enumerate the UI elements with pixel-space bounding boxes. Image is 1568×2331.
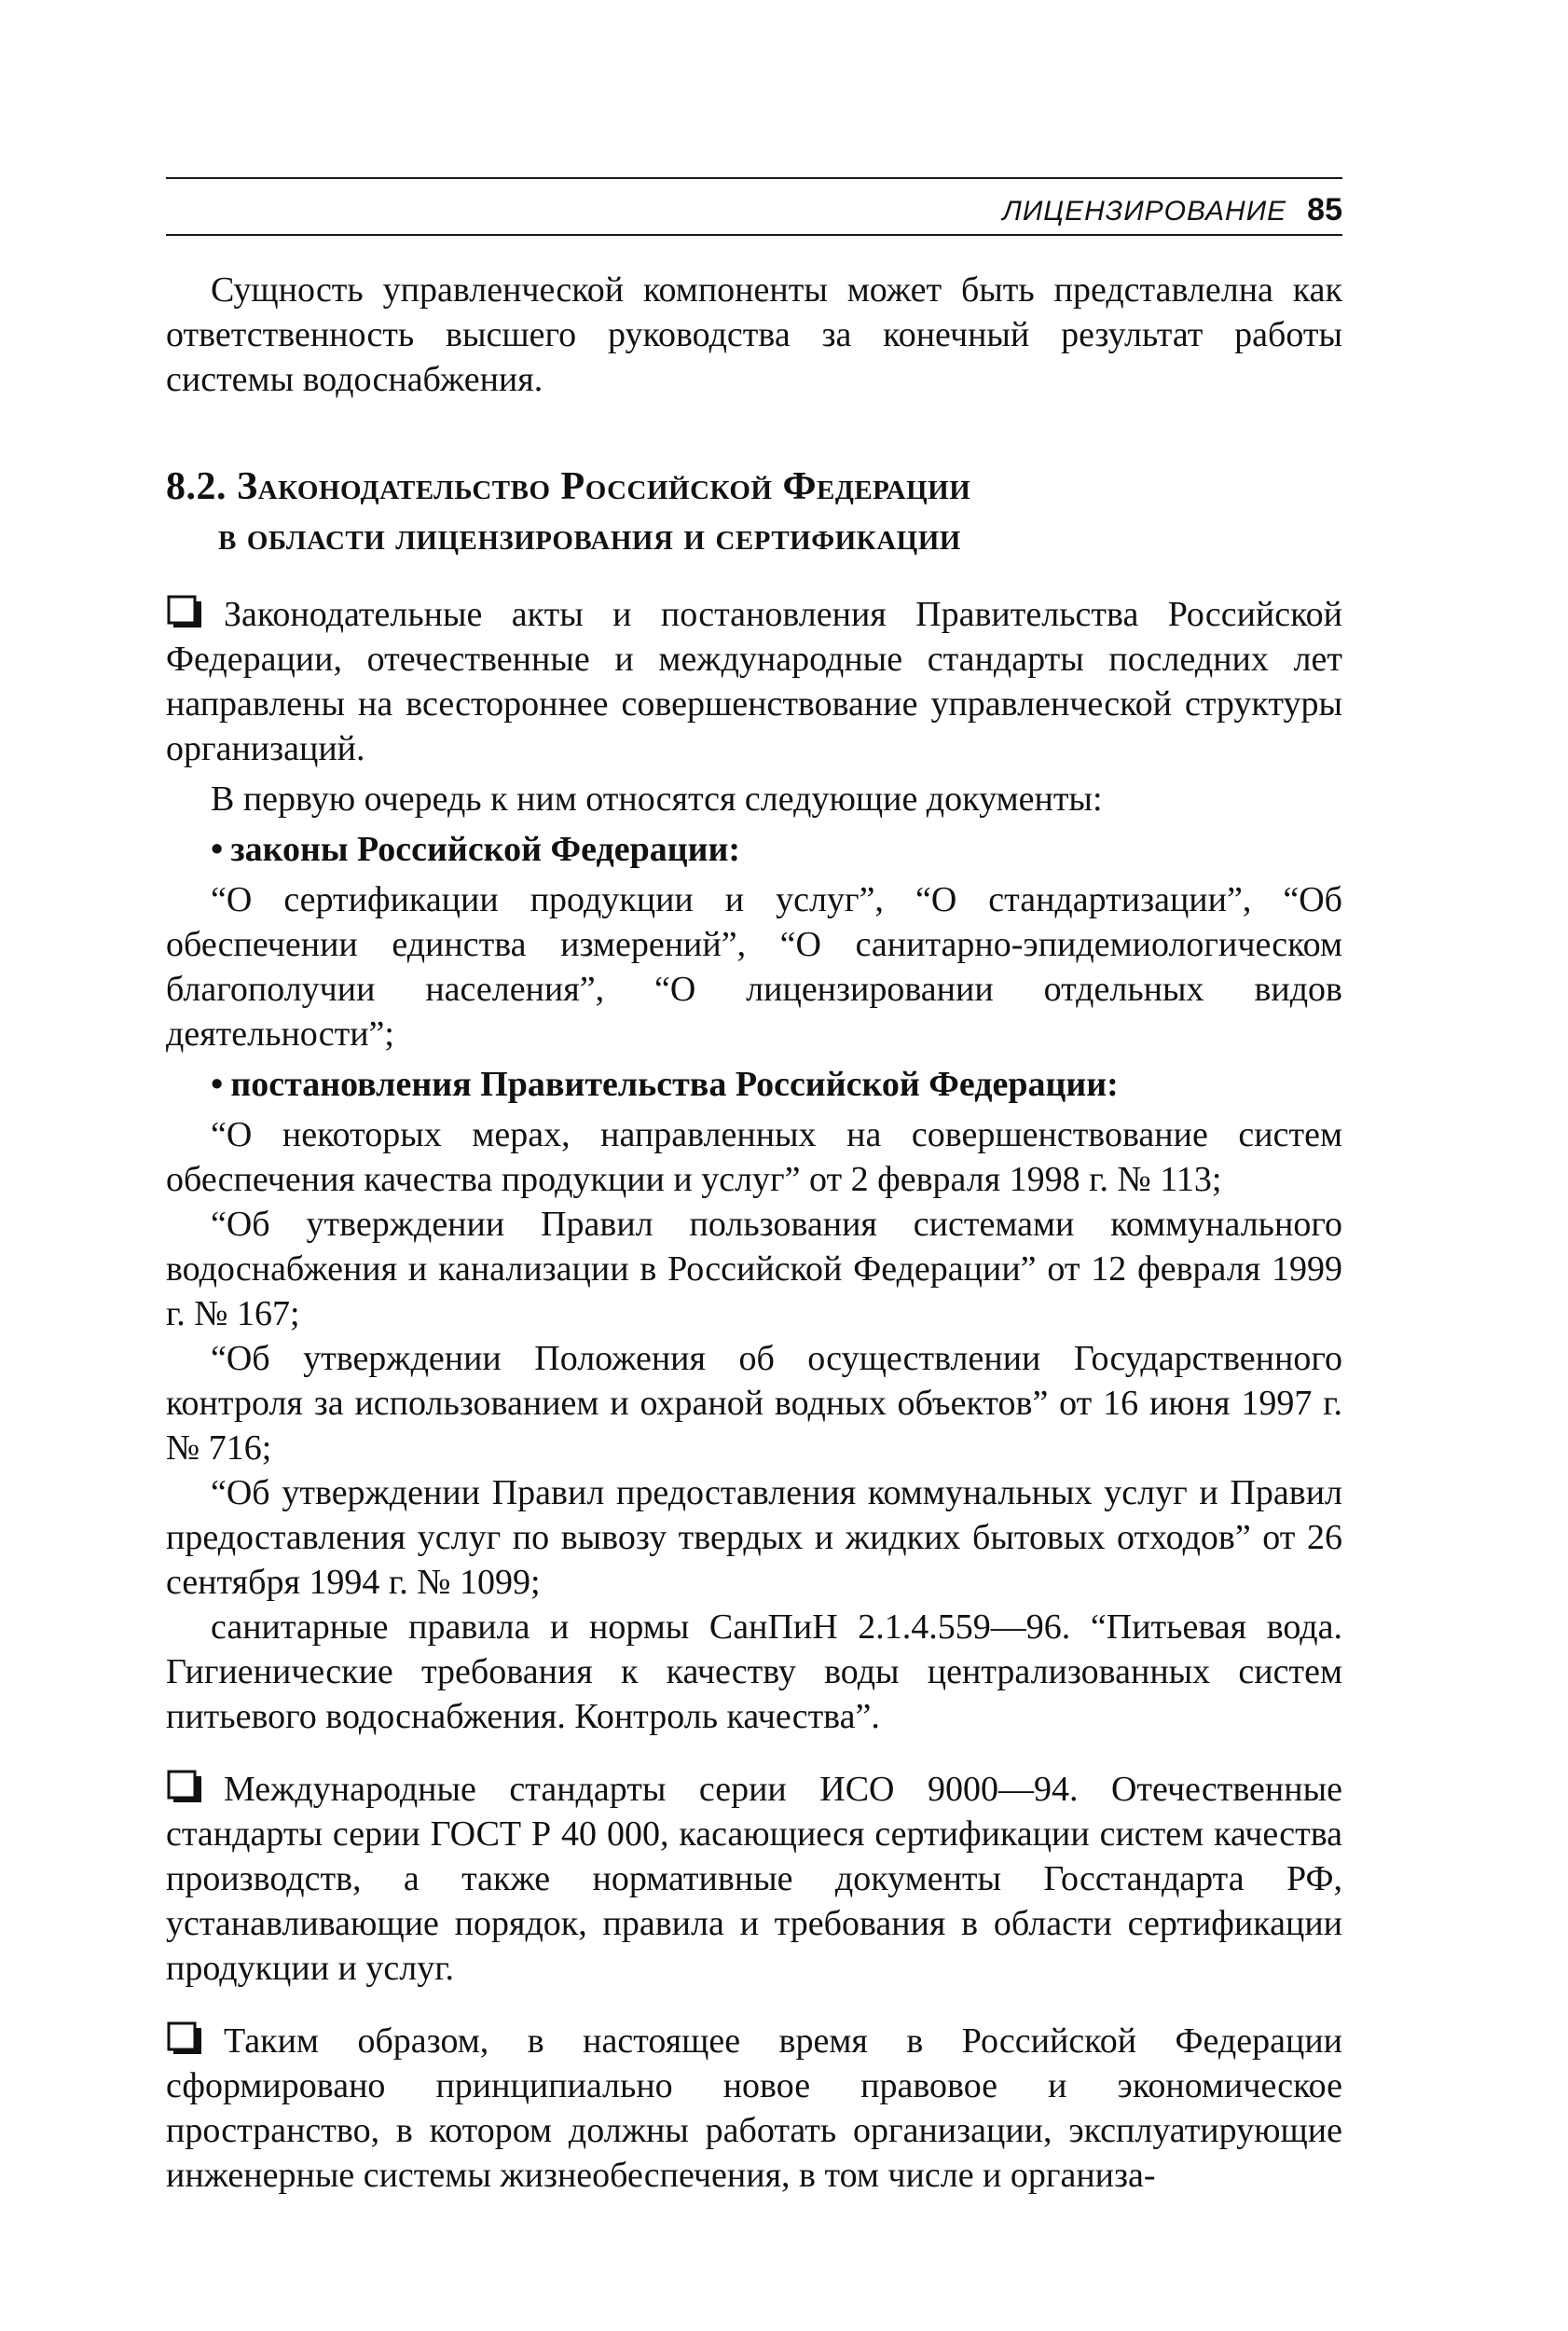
paragraph-first-turn: В первую очередь к ним относятся следующие документы: [211,779,1103,819]
intro-paragraph: Сущность управленческой компоненты может быть представлелна как ответственность высшего руководства за конечный результат работы системы водоснабжения. [166,270,1342,399]
decrees-heading-text: постановления Правительства Российской Федерации: [230,1065,1119,1104]
paragraph-acts [166,592,1342,771]
paragraph-iso-text: Международные стандарты серии ИСО 9000—94. Отечественные стандарты серии ГОСТ Р 40 000, касающиеся сертификации систем качества производств, а также нормативные документы Госстандарта РФ, устанавливающие порядок, правила и требования в области сертификации продукции и услуг. [166,1770,1342,1988]
laws-heading-text: законы Российской Федерации: [230,830,741,869]
section-heading [166,462,1342,562]
decree-item-4: “Об утверждении Правил предоставления коммунальных услуг и Правил предоставления услуг по вывозу твердых и жидких бытовых отходов” от 26 сентября 1994 г. № 1099; [166,1473,1342,1602]
paragraph-conclusion-text: Таким образом, в настоящее время в Российской Федерации сформировано принципиально новое правовое и экономическое пространство, в котором должны работать организации, эксплуатирующие инженерные системы жизнеобеспечения, в том числе и организа- [166,2021,1342,2195]
section-heading-line2: в области лицензирования и сертификации [218,516,961,559]
paragraph-iso [166,1767,1342,1991]
bullet-icon: • [211,830,224,869]
book-page [166,177,1342,2198]
paragraph-conclusion [166,2019,1342,2198]
decree-item-1: “О некоторых мерах, направленных на совершенствование систем обеспечения качества продукции и услуг” от 2 февраля 1998 г. № 113; [166,1115,1342,1199]
running-head [166,179,1342,234]
page-number: 85 [1307,192,1342,228]
decrees-heading [166,1062,1342,1107]
checkbox-marker-icon [166,594,207,629]
running-title: ЛИЦЕНЗИРОВАНИЕ [1002,196,1287,227]
checkbox-marker-icon [166,1769,207,1804]
section-heading-line1: 8.2. Законодательство Российской Федерации [166,465,971,508]
laws-list-text: “О сертификации продукции и услуг”, “О стандартизации”, “Об обеспечении единства измерений”, “О санитарно-эпидемиологическом благополучии населения”, “О лицензировании отдельных видов деятельности”; [166,880,1342,1054]
sanpin-item: санитарные правила и нормы СанПиН 2.1.4.559—96. “Питьевая вода. Гигиенические требования к качеству воды централизованных систем питьевого водоснабжения. Контроль качества”. [166,1607,1342,1736]
checkbox-marker-icon [166,2021,207,2056]
laws-heading [166,827,1342,872]
bullet-icon: • [211,1065,224,1104]
decree-item-2: “Об утверждении Правил пользования системами коммунального водоснабжения и канализации в Российской Федерации” от 12 февраля 1999 г. № 167; [166,1205,1342,1333]
header-rule-bottom [166,234,1342,236]
decree-item-3: “Об утверждении Положения об осуществлении Государственного контроля за использованием и охраной водных объектов” от 16 июня 1997 г. № 716; [166,1339,1342,1468]
paragraph-acts-text: Законодательные акты и постановления Правительства Российской Федерации, отечественные и международные стандарты последних лет направлены на всестороннее совершенствование управленческой структуры организаций. [166,595,1342,768]
